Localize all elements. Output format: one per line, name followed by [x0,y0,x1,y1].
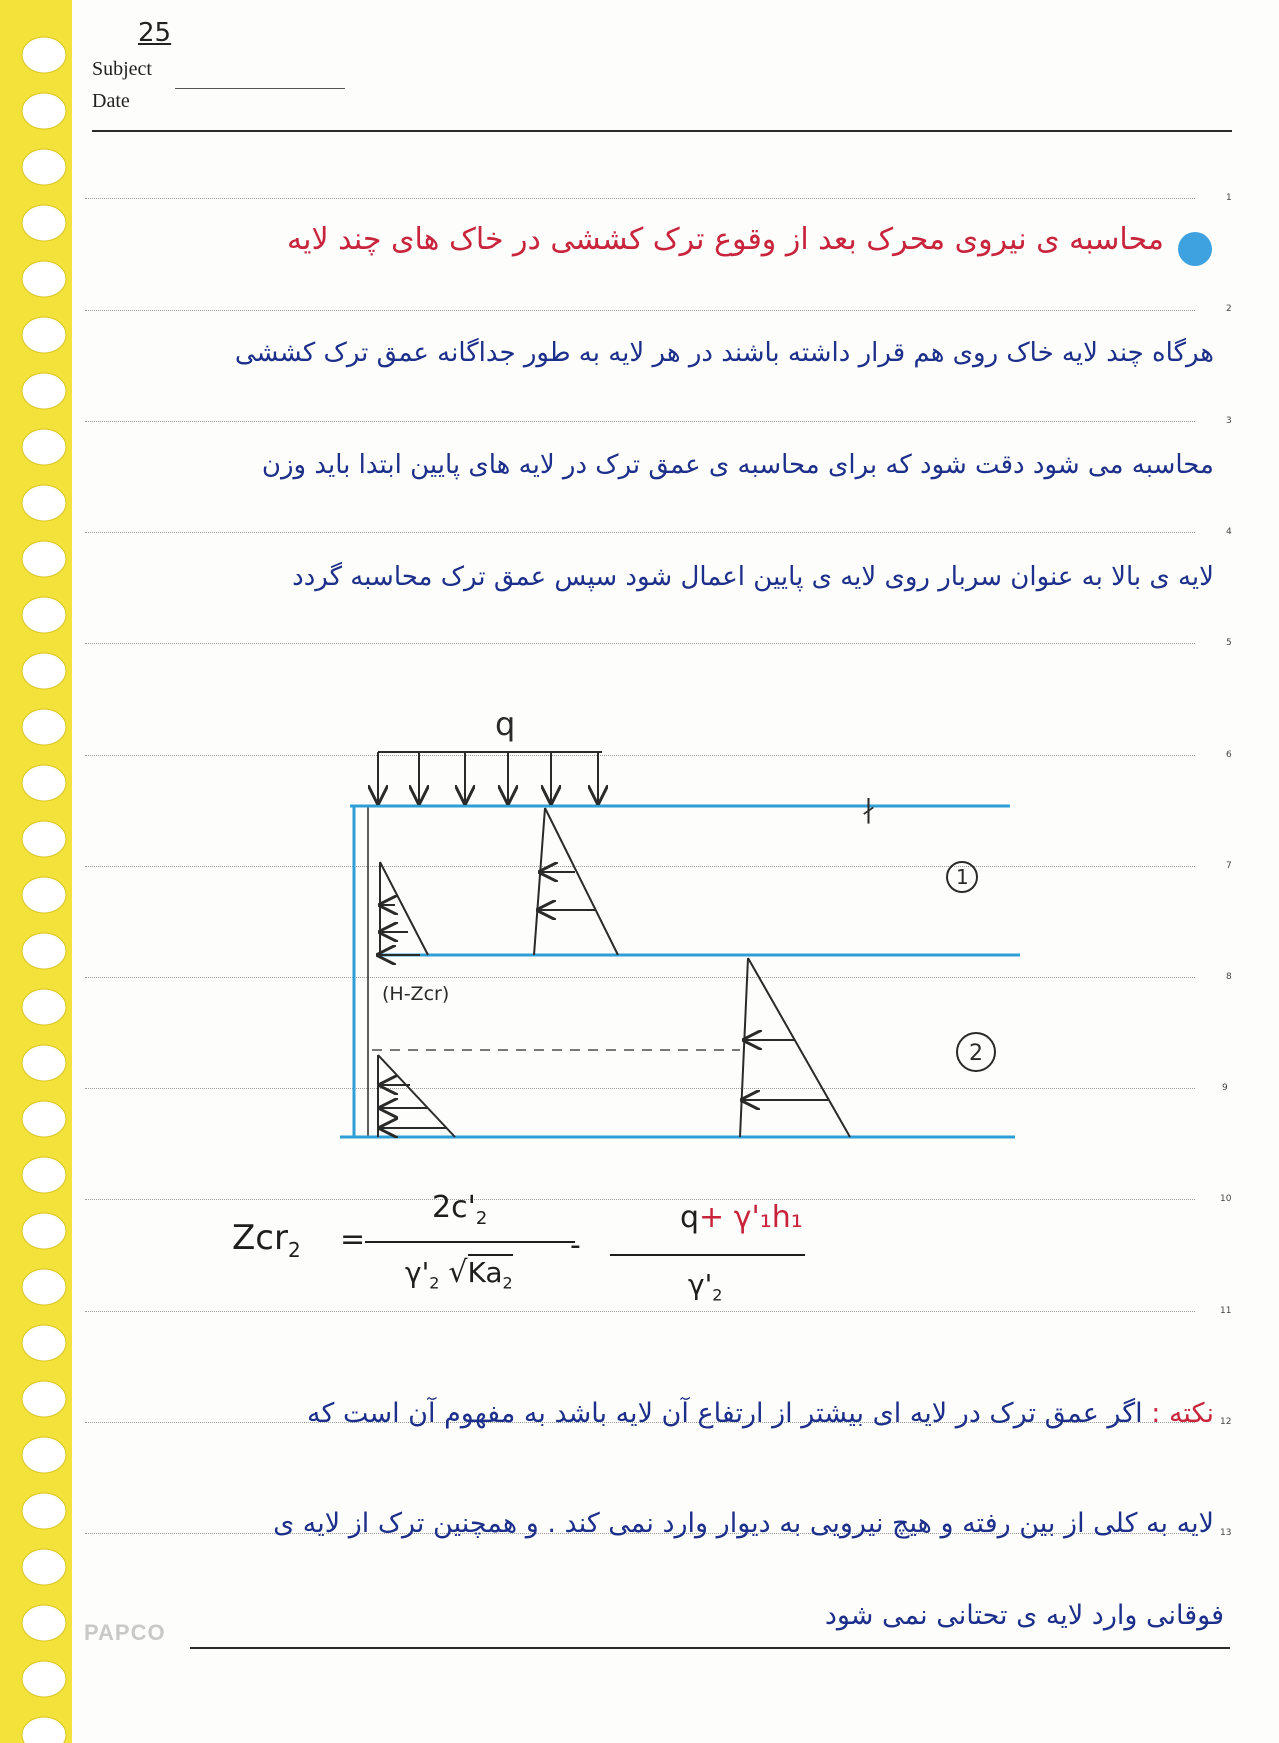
rule-number: 6 [1226,750,1232,760]
footer-rule [190,1647,1230,1649]
page-number: 25 [138,18,172,48]
formula-numerator-1: $2c'_2$ [432,1190,488,1229]
rule-number: 3 [1226,416,1232,426]
date-label: Date [92,90,130,112]
layer-2-label: 2 [969,1041,983,1066]
crack-depth-label: (H-Zcr) [382,983,450,1005]
note-line-1: نکته : اگر عمق ترک در لایه ای بیشتر از ارتفاع آن لایه باشد به مفهوم آن است که [307,1398,1214,1429]
rule-number: 10 [1220,1194,1232,1204]
formula-lhs: Zcr$_2$ [232,1218,301,1262]
paragraph-line-3: لایه ی بالا به عنوان سربار روی لایه ی پایین اعمال شود سپس عمق ترک محاسبه گردد [292,562,1214,592]
subject-label: Subject [92,58,152,80]
rule-number: 12 [1220,1417,1232,1427]
formula-denominator-1: $\gamma'_2$ $√Ka_2$ [405,1255,513,1293]
note-line-2: لایه به کلی از بین رفته و هیچ نیرویی به دیوار وارد نمی کند . و همچنین ترک از لایه ی [273,1508,1214,1539]
layer1-cracked-pressure [380,862,428,955]
surcharge-label: q [495,705,516,743]
paragraph-line-2: محاسبه می شود دقت شود که برای محاسبه ی عمق ترک در لایه های پایین ابتدا باید وزن [261,450,1214,480]
formula-lhs-subscript: 2 [287,1237,301,1262]
rule-number: 9 [1222,1083,1228,1093]
formula-equals: = [340,1222,366,1257]
rule-number: 8 [1226,972,1232,982]
rule-number: 4 [1226,527,1232,537]
rule-number: 7 [1226,861,1232,871]
section-title: محاسبه ی نیروی محرک بعد از وقوع ترک کششی در خاک های چند لایه [287,222,1164,257]
formula-numerator-2: q+ γ'₁h₁ [680,1200,803,1235]
surcharge-load [378,752,602,803]
note-label: نکته : [1151,1398,1214,1429]
rule-number: 13 [1220,1528,1232,1538]
formula-minus: - [570,1228,581,1263]
paragraph-line-1: هرگاه چند لایه خاک روی هم قرار داشته باشند در هر لایه به طور جداگانه عمق ترک کششی [234,338,1214,368]
fraction-bar-2 [610,1254,805,1256]
brand-logo: PAPCO [84,1620,166,1645]
layer-1-label: 1 [956,865,969,889]
layer2-pressure-triangle [740,958,850,1137]
rule-number: 11 [1220,1306,1232,1316]
note-line-3: فوقانی وارد لایه ی تحتانی نمی شود [824,1600,1224,1631]
fraction-bar-1 [365,1241,575,1243]
formula-denominator-2: $\gamma'_2$ [688,1268,723,1305]
rule-number: 2 [1226,304,1232,314]
layer2-cracked-pressure [378,1055,455,1137]
water-table-mark: ∤ [862,795,875,825]
layer1-pressure-triangle [534,808,618,955]
rule-number: 5 [1226,638,1232,648]
rule-number: 1 [1226,193,1232,203]
